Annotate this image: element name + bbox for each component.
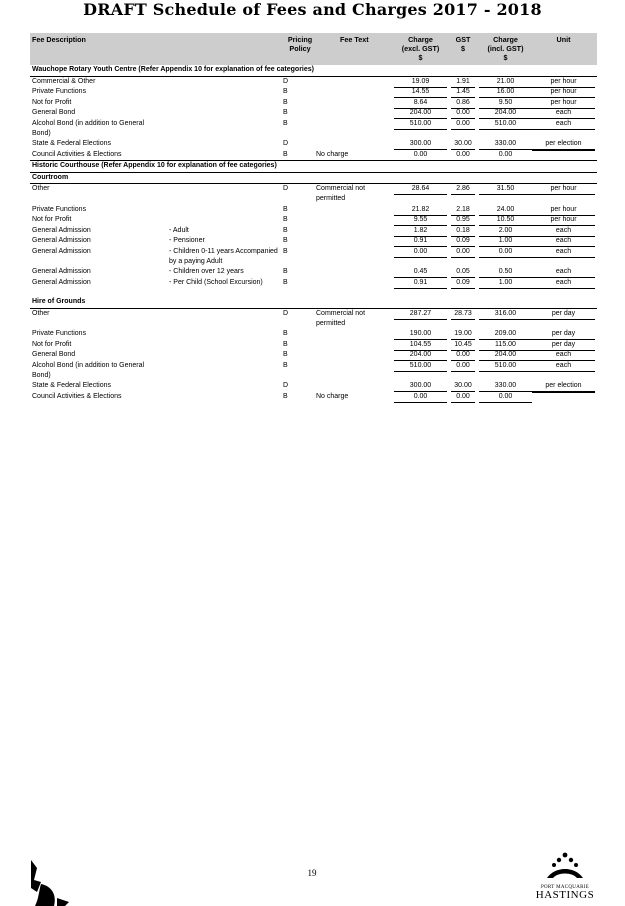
section-heading-text: Wauchope Rotary Youth Centre (Refer Appendix 10 for explanation of fee categories) xyxy=(32,66,314,73)
fee-subcategory: - Per Child (School Excursion) xyxy=(169,278,263,286)
section-heading-courtroom xyxy=(30,173,597,185)
fee-description: General Admission xyxy=(32,278,91,286)
charge-excl-gst: 510.00 xyxy=(394,119,447,130)
table-row xyxy=(30,247,597,268)
pricing-policy: D xyxy=(283,382,289,389)
fee-description: General Admission xyxy=(32,268,91,275)
page-title: DRAFT Schedule of Fees and Charges 2017 - 2018 xyxy=(83,0,542,19)
section-heading-courthouse xyxy=(30,160,597,173)
pricing-policy: B xyxy=(283,88,288,95)
table-row xyxy=(30,205,597,216)
charge-incl-gst: 510.00 xyxy=(479,361,532,372)
charge-incl-gst: 316.00 xyxy=(479,309,532,320)
pricing-policy: B xyxy=(283,109,288,116)
header-gst-line1: GST xyxy=(455,35,471,44)
fees-table xyxy=(30,33,597,402)
pricing-policy: D xyxy=(283,140,289,147)
charge-incl-gst: 1.00 xyxy=(479,236,532,247)
unit: each xyxy=(532,247,595,258)
gst-amount: 0.05 xyxy=(451,267,475,278)
charge-incl-gst: 0.00 xyxy=(479,392,532,403)
unit: per hour xyxy=(532,98,595,109)
charge-incl-gst: 204.00 xyxy=(479,108,532,119)
table-row xyxy=(30,278,597,289)
unit xyxy=(532,392,595,393)
table-row xyxy=(30,98,597,109)
fee-text: No charge xyxy=(316,392,349,400)
charge-excl-gst: 0.00 xyxy=(394,247,447,258)
header-pricing-policy-line1: Pricing xyxy=(287,35,313,44)
gst-amount: 0.18 xyxy=(451,226,475,237)
unit: per day xyxy=(532,340,595,351)
header-pricing-policy xyxy=(280,35,320,53)
charge-excl-gst: 300.00 xyxy=(394,139,447,150)
gst-amount: 0.00 xyxy=(451,119,475,130)
fee-subcategory: - Pensioner xyxy=(169,237,205,244)
header-fee-description: Fee Description xyxy=(32,35,86,44)
gst-amount: 0.00 xyxy=(451,108,475,119)
gst-amount: 10.45 xyxy=(451,340,475,351)
gst-amount: 0.00 xyxy=(451,361,475,372)
pricing-policy: B xyxy=(283,340,288,348)
unit: each xyxy=(532,361,595,372)
fee-description: Alcohol Bond (in addition to General Bond) xyxy=(32,361,145,379)
fee-subcategory: - Adult xyxy=(169,226,189,234)
gst-amount: 0.09 xyxy=(451,236,475,247)
charge-excl-gst: 104.55 xyxy=(394,340,447,351)
fee-description: Council Activities & Elections xyxy=(32,150,122,158)
table-row xyxy=(30,119,597,140)
pricing-policy: B xyxy=(283,351,288,358)
fee-description: Other xyxy=(32,309,50,317)
gst-amount: 30.00 xyxy=(451,139,475,150)
unit: per hour xyxy=(532,215,595,226)
table-row xyxy=(30,329,597,340)
charge-incl-gst: 10.50 xyxy=(479,215,532,226)
pricing-policy: B xyxy=(283,205,288,213)
header-fee-text: Fee Text xyxy=(340,35,369,44)
gst-amount: 1.45 xyxy=(451,87,475,98)
charge-excl-gst: 0.91 xyxy=(394,278,447,289)
table-row xyxy=(30,87,597,98)
pricing-policy: B xyxy=(283,150,288,158)
header-charge-excl-line3: $ xyxy=(418,53,423,62)
pricing-policy: D xyxy=(283,309,289,317)
unit: each xyxy=(532,236,595,247)
charge-excl-gst: 510.00 xyxy=(394,361,447,372)
unit: per election xyxy=(532,381,595,392)
courtroom-rows xyxy=(30,184,597,288)
charge-incl-gst: 1.00 xyxy=(479,278,532,289)
charge-excl-gst: 8.64 xyxy=(394,98,447,109)
unit: per hour xyxy=(532,205,595,216)
charge-incl-gst: 330.00 xyxy=(479,139,532,150)
unit: each xyxy=(532,119,595,130)
gst-amount: 0.86 xyxy=(451,98,475,109)
fee-description: State & Federal Elections xyxy=(32,382,111,389)
table-row xyxy=(30,184,597,205)
fee-description: General Admission xyxy=(32,247,91,255)
section-heading-grounds xyxy=(30,297,597,309)
table-row xyxy=(30,350,597,361)
table-row xyxy=(30,150,597,161)
charge-incl-gst: 204.00 xyxy=(479,350,532,361)
fee-subcategory: - Children 0-11 years Accompanied by a paying Adult xyxy=(169,247,278,265)
pricing-policy: B xyxy=(283,216,288,223)
fee-description: General Bond xyxy=(32,109,76,116)
charge-excl-gst: 204.00 xyxy=(394,108,447,119)
table-row xyxy=(30,77,597,88)
charge-incl-gst: 2.00 xyxy=(479,226,532,237)
page-number: 19 xyxy=(307,868,317,878)
pricing-policy: B xyxy=(283,361,288,369)
table-row xyxy=(30,139,597,150)
pricing-policy: B xyxy=(283,330,288,337)
table-header xyxy=(30,33,597,65)
fee-description: Other xyxy=(32,185,50,192)
charge-excl-gst: 0.00 xyxy=(394,392,447,403)
charge-incl-gst: 330.00 xyxy=(479,381,532,392)
gst-amount: 2.86 xyxy=(451,184,475,195)
unit: each xyxy=(532,108,595,119)
fee-description: Commercial & Other xyxy=(32,77,96,85)
gst-amount: 0.00 xyxy=(451,350,475,361)
table-row xyxy=(30,215,597,226)
table-row xyxy=(30,392,597,403)
fee-text: Commercial not permitted xyxy=(316,309,366,327)
charge-excl-gst: 204.00 xyxy=(394,350,447,361)
pricing-policy: B xyxy=(283,268,288,275)
gst-amount: 1.91 xyxy=(451,77,475,88)
table-row xyxy=(30,236,597,247)
charge-incl-gst: 9.50 xyxy=(479,98,532,109)
charge-incl-gst: 0.00 xyxy=(479,247,532,258)
fee-text: Commercial not permitted xyxy=(316,185,366,202)
charge-excl-gst: 0.45 xyxy=(394,267,447,278)
section-heading-wauchope xyxy=(30,65,597,77)
gst-amount: 0.00 xyxy=(451,392,475,403)
unit: per hour xyxy=(532,87,595,98)
header-charge-incl-line3: $ xyxy=(503,53,508,62)
charge-excl-gst: 14.55 xyxy=(394,87,447,98)
charge-incl-gst: 115.00 xyxy=(479,340,532,351)
pricing-policy: D xyxy=(283,185,289,192)
charge-excl-gst: 287.27 xyxy=(394,309,447,320)
fee-description: General Admission xyxy=(32,237,91,244)
gst-amount: 0.95 xyxy=(451,215,475,226)
leaf-emblem-icon xyxy=(545,852,585,880)
pricing-policy: B xyxy=(283,98,288,106)
council-logo-mark xyxy=(27,858,82,906)
pricing-policy: B xyxy=(283,119,288,127)
header-unit: Unit xyxy=(556,35,571,44)
pricing-policy: D xyxy=(283,77,289,85)
header-charge-incl-line2: (incl. GST) xyxy=(487,44,524,53)
fee-description: General Bond xyxy=(32,351,76,358)
gst-amount: 2.18 xyxy=(451,205,475,216)
charge-excl-gst: 1.82 xyxy=(394,226,447,237)
unit: per day xyxy=(532,309,595,320)
charge-incl-gst: 0.50 xyxy=(479,267,532,278)
section-heading-text: Historic Courthouse (Refer Appendix 10 for explanation of fee categories) xyxy=(32,162,277,169)
table-row xyxy=(30,340,597,351)
gst-amount: 19.00 xyxy=(451,329,475,340)
charge-incl-gst: 510.00 xyxy=(479,119,532,130)
header-charge-incl-line1: Charge xyxy=(493,35,518,44)
gst-amount: 30.00 xyxy=(451,381,475,392)
charge-excl-gst: 190.00 xyxy=(394,329,447,340)
header-gst-line2: $ xyxy=(461,44,465,53)
charge-incl-gst: 0.00 xyxy=(479,150,532,161)
section-heading-text: Courtroom xyxy=(32,173,69,181)
header-charge-excl xyxy=(394,35,447,62)
fee-subcategory: - Children over 12 years xyxy=(169,268,244,275)
unit: per hour xyxy=(532,77,595,88)
pricing-policy: B xyxy=(283,247,288,255)
unit: per election xyxy=(532,139,595,150)
header-charge-incl xyxy=(479,35,532,62)
fee-description: Not for Profit xyxy=(32,216,72,223)
table-row xyxy=(30,108,597,119)
charge-incl-gst: 21.00 xyxy=(479,77,532,88)
table-row xyxy=(30,361,597,382)
pricing-policy: B xyxy=(283,237,288,244)
fee-description: State & Federal Elections xyxy=(32,140,111,147)
fee-description: Not for Profit xyxy=(32,98,72,106)
section-heading-text: Hire of Grounds xyxy=(32,298,86,305)
charge-incl-gst: 209.00 xyxy=(479,329,532,340)
fee-description: Private Functions xyxy=(32,330,87,337)
table-row xyxy=(30,226,597,237)
charge-excl-gst: 9.55 xyxy=(394,215,447,226)
table-row xyxy=(30,309,597,330)
fee-description: Private Functions xyxy=(32,205,87,213)
grounds-rows xyxy=(30,309,597,403)
charge-excl-gst: 0.91 xyxy=(394,236,447,247)
header-gst xyxy=(451,35,475,53)
charge-excl-gst: 21.82 xyxy=(394,205,447,216)
gst-amount: 0.00 xyxy=(451,247,475,258)
unit: each xyxy=(532,267,595,278)
table-row xyxy=(30,381,597,392)
charge-excl-gst: 19.09 xyxy=(394,77,447,88)
gst-amount: 0.09 xyxy=(451,278,475,289)
charge-excl-gst: 28.64 xyxy=(394,184,447,195)
logo-text-line1: PORT MACQUARIE xyxy=(540,885,590,890)
unit: each xyxy=(532,278,595,289)
unit: each xyxy=(532,226,595,237)
unit: per hour xyxy=(532,184,595,195)
unit: each xyxy=(532,350,595,361)
charge-excl-gst: 300.00 xyxy=(394,381,447,392)
charge-incl-gst: 24.00 xyxy=(479,205,532,216)
charge-incl-gst: 31.50 xyxy=(479,184,532,195)
fee-description: Council Activities & Elections xyxy=(32,392,122,400)
logo-text-line2: HASTINGS xyxy=(535,889,595,901)
header-charge-excl-line2: (excl. GST) xyxy=(401,44,440,53)
table-row xyxy=(30,267,597,278)
header-charge-excl-line1: Charge xyxy=(408,35,433,44)
charge-excl-gst: 0.00 xyxy=(394,150,447,161)
header-pricing-policy-line2: Policy xyxy=(289,44,311,53)
unit: per day xyxy=(532,329,595,340)
port-macquarie-hastings-logo xyxy=(532,852,598,906)
charge-incl-gst: 16.00 xyxy=(479,87,532,98)
fee-description: Not for Profit xyxy=(32,340,72,348)
pricing-policy: B xyxy=(283,278,288,286)
pricing-policy: B xyxy=(283,226,288,234)
fee-description: Alcohol Bond (in addition to General Bond) xyxy=(32,119,145,137)
wauchope-rows xyxy=(30,77,597,161)
gst-amount: 0.00 xyxy=(451,150,475,161)
gst-amount: 28.73 xyxy=(451,309,475,320)
pricing-policy: B xyxy=(283,392,288,400)
fee-text: No charge xyxy=(316,150,349,158)
unit xyxy=(532,150,595,151)
fee-description: Private Functions xyxy=(32,88,87,95)
fee-description: General Admission xyxy=(32,226,91,234)
